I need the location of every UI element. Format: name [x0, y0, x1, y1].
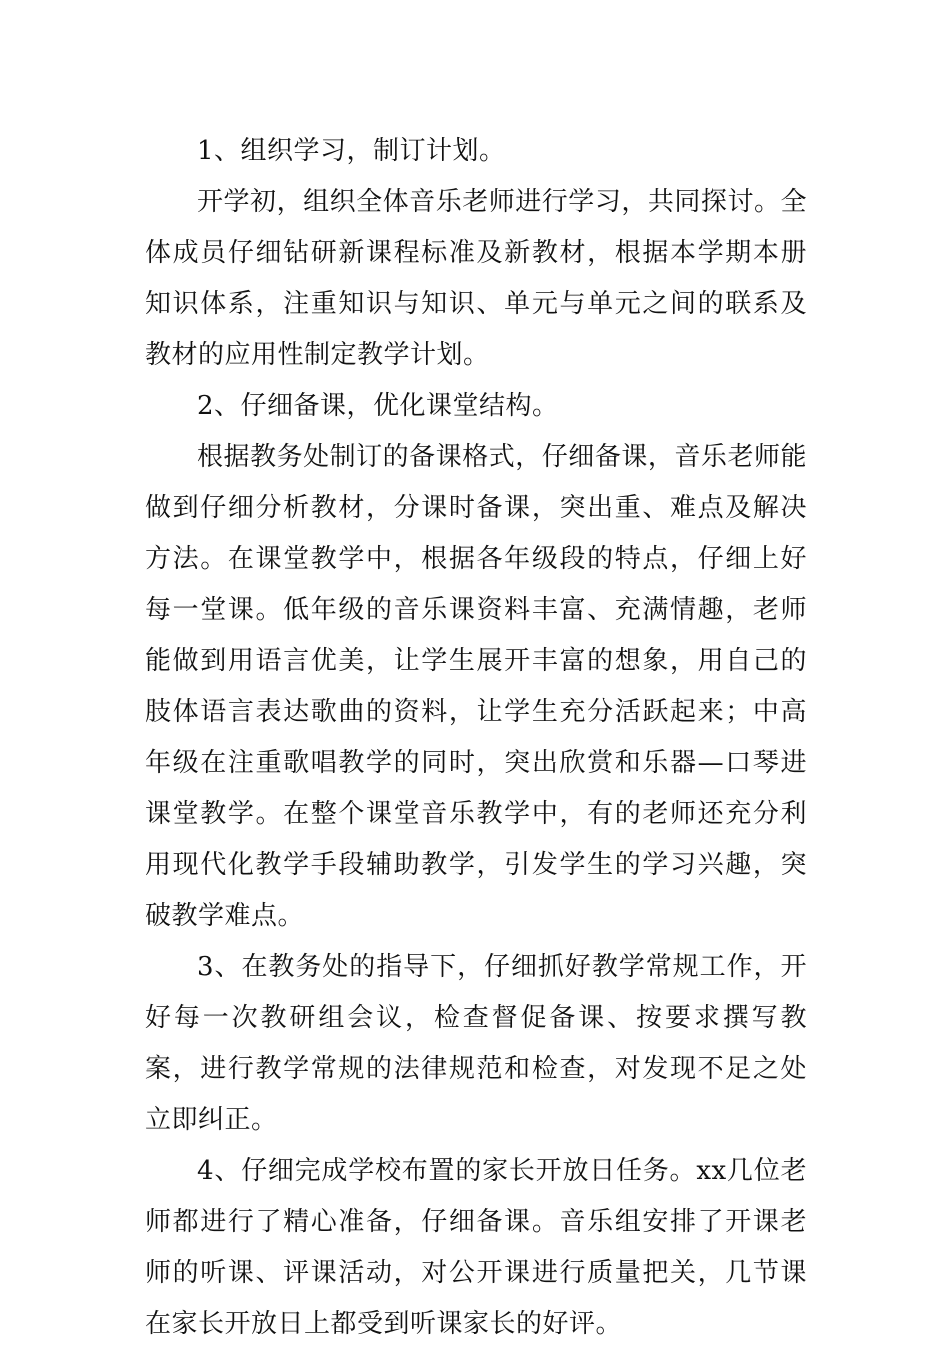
paragraph-semester-start: 开学初，组织全体音乐老师进行学习，共同探讨。全体成员仔细钻研新课程标准及新教材，根据本学期本册知识体系，注重知识与知识、单元与单元之间的联系及教材的应用性制定教学计划。: [145, 187, 807, 370]
document-body: [145, 126, 807, 1350]
paragraph-parent-open-day: 4、仔细完成学校布置的家长开放日任务。xx几位老师都进行了精心准备，仔细备课。音乐组安排了开课老师的听课、评课活动，对公开课进行质量把关，几节课在家长开放日上都受到听课家长的好评。: [145, 1156, 807, 1339]
paragraph-teaching-routine: 3、在教务处的指导下，仔细抓好教学常规工作，开好每一次教研组会议，检查督促备课、按要求撰写教案，进行教学常规的法律规范和检查，对发现不足之处立即纠正。: [145, 952, 807, 1135]
heading-organize-study: 1、组织学习，制订计划。: [197, 136, 506, 166]
paragraph-lesson-prep: 根据教务处制订的备课格式，仔细备课，音乐老师能做到仔细分析教材，分课时备课，突出重、难点及解决方法。在课堂教学中，根据各年级段的特点，仔细上好每一堂课。低年级的音乐课资料丰富、充满情趣，老师能做到用语言优美，让学生展开丰富的想象，用自己的肢体语言表达歌曲的资料，让学生充分活跃起来；中高年级在注重歌唱教学的同时，突出欣赏和乐器—口琴进课堂教学。在整个课堂音乐教学中，有的老师还充分利用现代化教学手段辅助教学，引发学生的学习兴趣，突破教学难点。: [145, 442, 807, 931]
heading-lesson-prep: 2、仔细备课，优化课堂结构。: [197, 391, 559, 421]
